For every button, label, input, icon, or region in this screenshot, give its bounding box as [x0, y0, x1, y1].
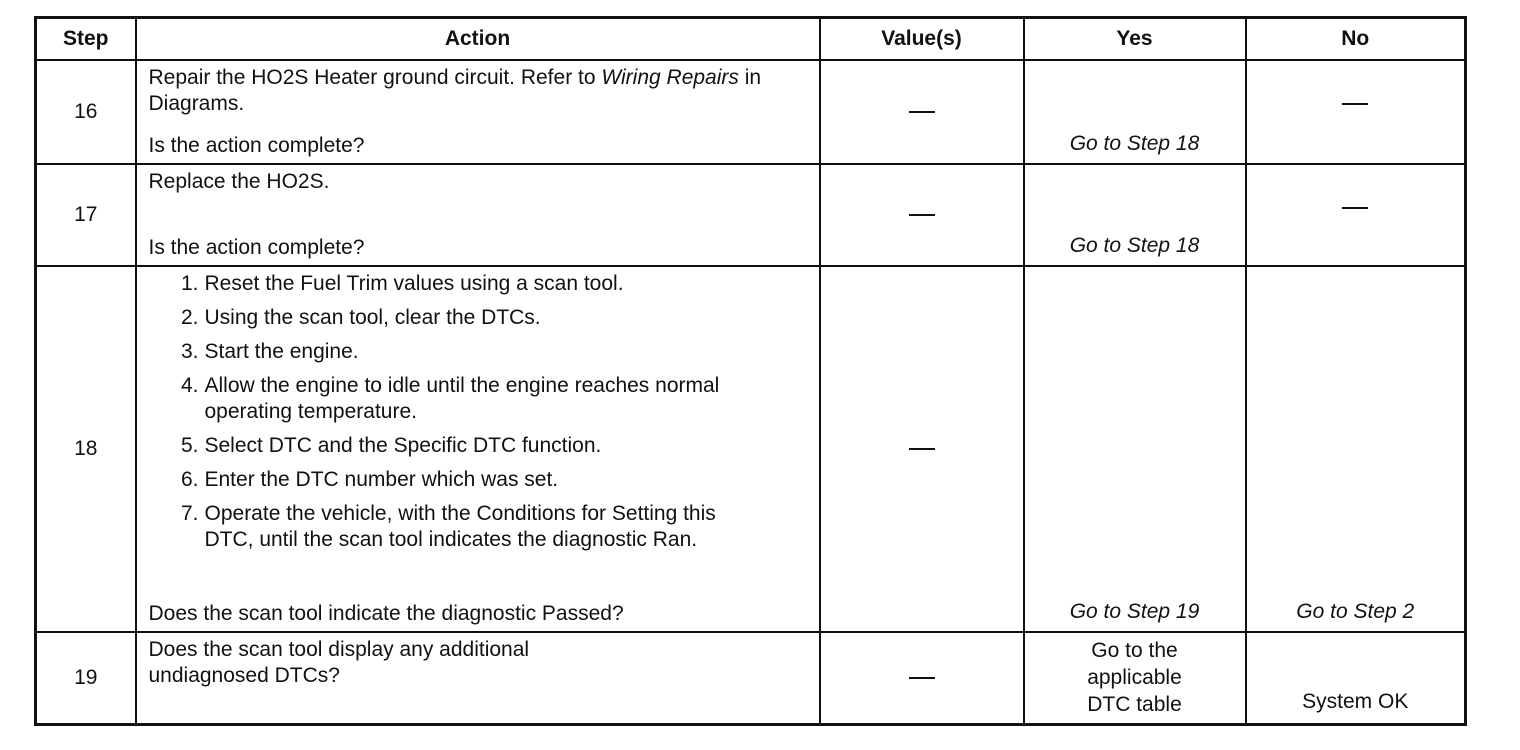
list-item: 6. Enter the DTC number which was set.	[180, 468, 559, 491]
dash-mark	[909, 111, 935, 113]
list-item: 2. Using the scan tool, clear the DTCs.	[180, 306, 541, 329]
yes-cell	[1024, 266, 1246, 632]
header-action: Action	[136, 18, 820, 61]
value-cell	[820, 60, 1024, 164]
no-goto: Go to Step 2	[1296, 600, 1415, 623]
yes-line: applicable	[1087, 666, 1182, 690]
yes-goto: Go to Step 19	[1069, 600, 1200, 623]
value-cell	[820, 164, 1024, 266]
action-cell	[136, 266, 820, 632]
step-number: 16	[36, 60, 136, 164]
list-item: 5. Select DTC and the Specific DTC function.	[180, 434, 602, 457]
value-cell	[820, 266, 1024, 632]
action-cell	[136, 164, 820, 266]
header-values: Value(s)	[820, 18, 1024, 61]
dash-mark	[1342, 207, 1368, 209]
dash-mark	[909, 448, 935, 450]
yes-line: DTC table	[1087, 693, 1182, 717]
value-cell	[820, 632, 1024, 724]
table-row-16	[36, 60, 1466, 164]
question-text: Does the scan tool indicate the diagnostic Passed?	[148, 602, 624, 625]
question-text: Is the action complete?	[148, 236, 365, 259]
yes-cell	[1024, 60, 1246, 164]
table-row-17	[36, 164, 1466, 266]
list-item: 7. Operate the vehicle, with the Conditions for Setting this DTC, until the scan tool indicates the diagnostic Ran.	[180, 502, 716, 551]
no-cell	[1246, 60, 1466, 164]
table-row-19	[36, 632, 1466, 724]
list-item: 1. Reset the Fuel Trim values using a scan tool.	[180, 272, 624, 295]
question-text: Is the action complete?	[148, 134, 365, 157]
yes-cell	[1024, 632, 1246, 724]
question-text: Does the scan tool display any additional undiagnosed DTCs?	[148, 638, 530, 687]
action-text: Repair the HO2S Heater ground circuit. Refer to Wiring Repairs in Diagrams.	[148, 66, 762, 115]
no-cell	[1246, 632, 1466, 724]
action-cell	[136, 60, 820, 164]
dash-mark	[1342, 103, 1368, 105]
yes-goto: Go to Step 18	[1069, 132, 1200, 155]
step-number: 19	[36, 632, 136, 724]
yes-line: Go to the	[1091, 639, 1178, 663]
list-item: 3. Start the engine.	[180, 340, 359, 363]
reference-link: Wiring Repairs	[601, 66, 739, 89]
step-number: 17	[36, 164, 136, 266]
no-cell	[1246, 164, 1466, 266]
diagnostic-table-frame	[34, 16, 1464, 724]
dash-mark	[909, 677, 935, 679]
header-step: Step	[36, 18, 136, 61]
dash-mark	[909, 214, 935, 216]
no-cell	[1246, 266, 1466, 632]
header-no: No	[1246, 18, 1466, 61]
yes-goto: Go to Step 18	[1069, 234, 1200, 257]
header-row	[36, 18, 1466, 61]
header-yes: Yes	[1024, 18, 1246, 61]
list-item: 4. Allow the engine to idle until the engine reaches normal operating temperature.	[180, 374, 720, 423]
no-result: System OK	[1302, 689, 1409, 713]
step-number: 18	[36, 266, 136, 632]
action-cell	[136, 632, 820, 724]
procedure-list	[149, 271, 809, 561]
yes-cell	[1024, 164, 1246, 266]
table-row-18	[36, 266, 1466, 632]
diagnostic-table	[34, 16, 1467, 726]
action-text: Replace the HO2S.	[148, 170, 330, 193]
